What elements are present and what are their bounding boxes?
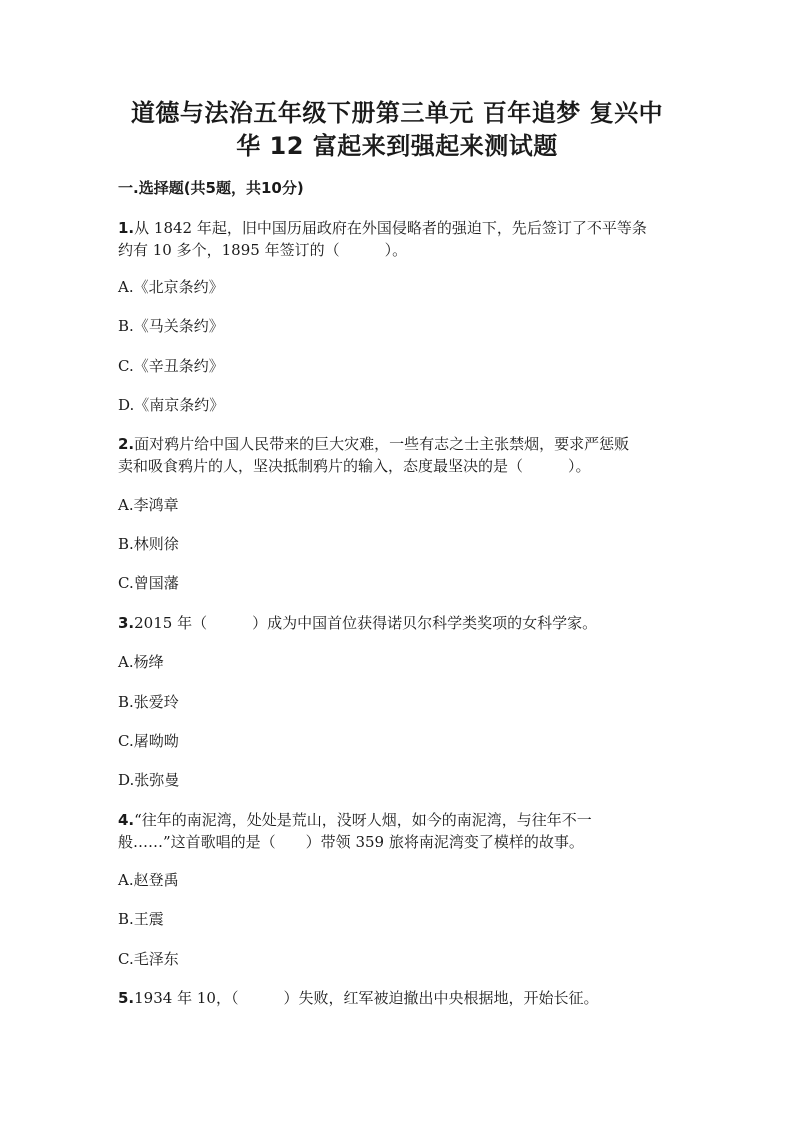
question-1-number: 1. bbox=[118, 219, 135, 237]
question-1-line-1 bbox=[118, 218, 647, 238]
document-title-line-2: 华 12 富起来到强起来测试题 bbox=[236, 132, 558, 160]
question-4-text-2: 般……”这首歌唱的是（ ）带领 359 旅将南泥湾变了模样的故事。 bbox=[118, 833, 584, 851]
question-1-option-c: C.《辛丑条约》 bbox=[118, 357, 224, 375]
question-1-option-d: D.《南京条约》 bbox=[118, 396, 225, 414]
question-4-option-c: C.毛泽东 bbox=[118, 950, 179, 968]
question-4-option-b: B.王震 bbox=[118, 910, 164, 928]
question-3-option-d: D.张弥曼 bbox=[118, 771, 180, 789]
question-4-text-1: “往年的南泥湾，处处是荒山，没呀人烟，如今的南泥湾，与往年不一 bbox=[134, 811, 592, 829]
question-2-option-b: B.林则徐 bbox=[118, 535, 179, 553]
section-heading: 一.选择题(共5题，共10分) bbox=[118, 179, 304, 197]
question-4-option-a: A.赵登禹 bbox=[118, 871, 179, 889]
question-3-text-1: 2015 年（ ）成为中国首位获得诺贝尔科学类奖项的女科学家。 bbox=[134, 614, 598, 632]
question-5-text-1: 1934 年 10，（ ）失败，红军被迫撤出中央根据地，开始长征。 bbox=[134, 989, 599, 1007]
question-5-line-1 bbox=[118, 988, 598, 1008]
question-2-option-a: A.李鸿章 bbox=[118, 496, 179, 514]
question-3-number: 3. bbox=[118, 614, 135, 632]
question-3-option-c: C.屠呦呦 bbox=[118, 732, 179, 750]
question-2-line-1 bbox=[118, 434, 629, 454]
question-2-option-c: C.曾国藩 bbox=[118, 574, 179, 592]
question-5-number: 5. bbox=[118, 989, 135, 1007]
question-1-text-1: 从 1842 年起，旧中国历届政府在外国侵略者的强迫下，先后签订了不平等条 bbox=[134, 219, 647, 237]
question-1-option-b: B.《马关条约》 bbox=[118, 317, 224, 335]
question-3-option-a: A.杨绛 bbox=[118, 653, 164, 671]
question-1-option-a: A.《北京条约》 bbox=[118, 278, 224, 296]
question-3-line-1 bbox=[118, 613, 597, 633]
question-3-option-b: B.张爱玲 bbox=[118, 693, 179, 711]
question-2-text-2: 卖和吸食鸦片的人，坚决抵制鸦片的输入，态度最坚决的是（ ）。 bbox=[118, 457, 591, 475]
question-4-number: 4. bbox=[118, 811, 135, 829]
question-4-line-1 bbox=[118, 810, 592, 830]
question-1-text-2: 约有 10 多个，1895 年签订的（ ）。 bbox=[118, 241, 408, 259]
question-2-text-1: 面对鸦片给中国人民带来的巨大灾难，一些有志之士主张禁烟，要求严惩贩 bbox=[134, 435, 630, 453]
question-2-number: 2. bbox=[118, 435, 135, 453]
document-title-line-1: 道德与法治五年级下册第三单元 百年追梦 复兴中 bbox=[130, 99, 664, 127]
